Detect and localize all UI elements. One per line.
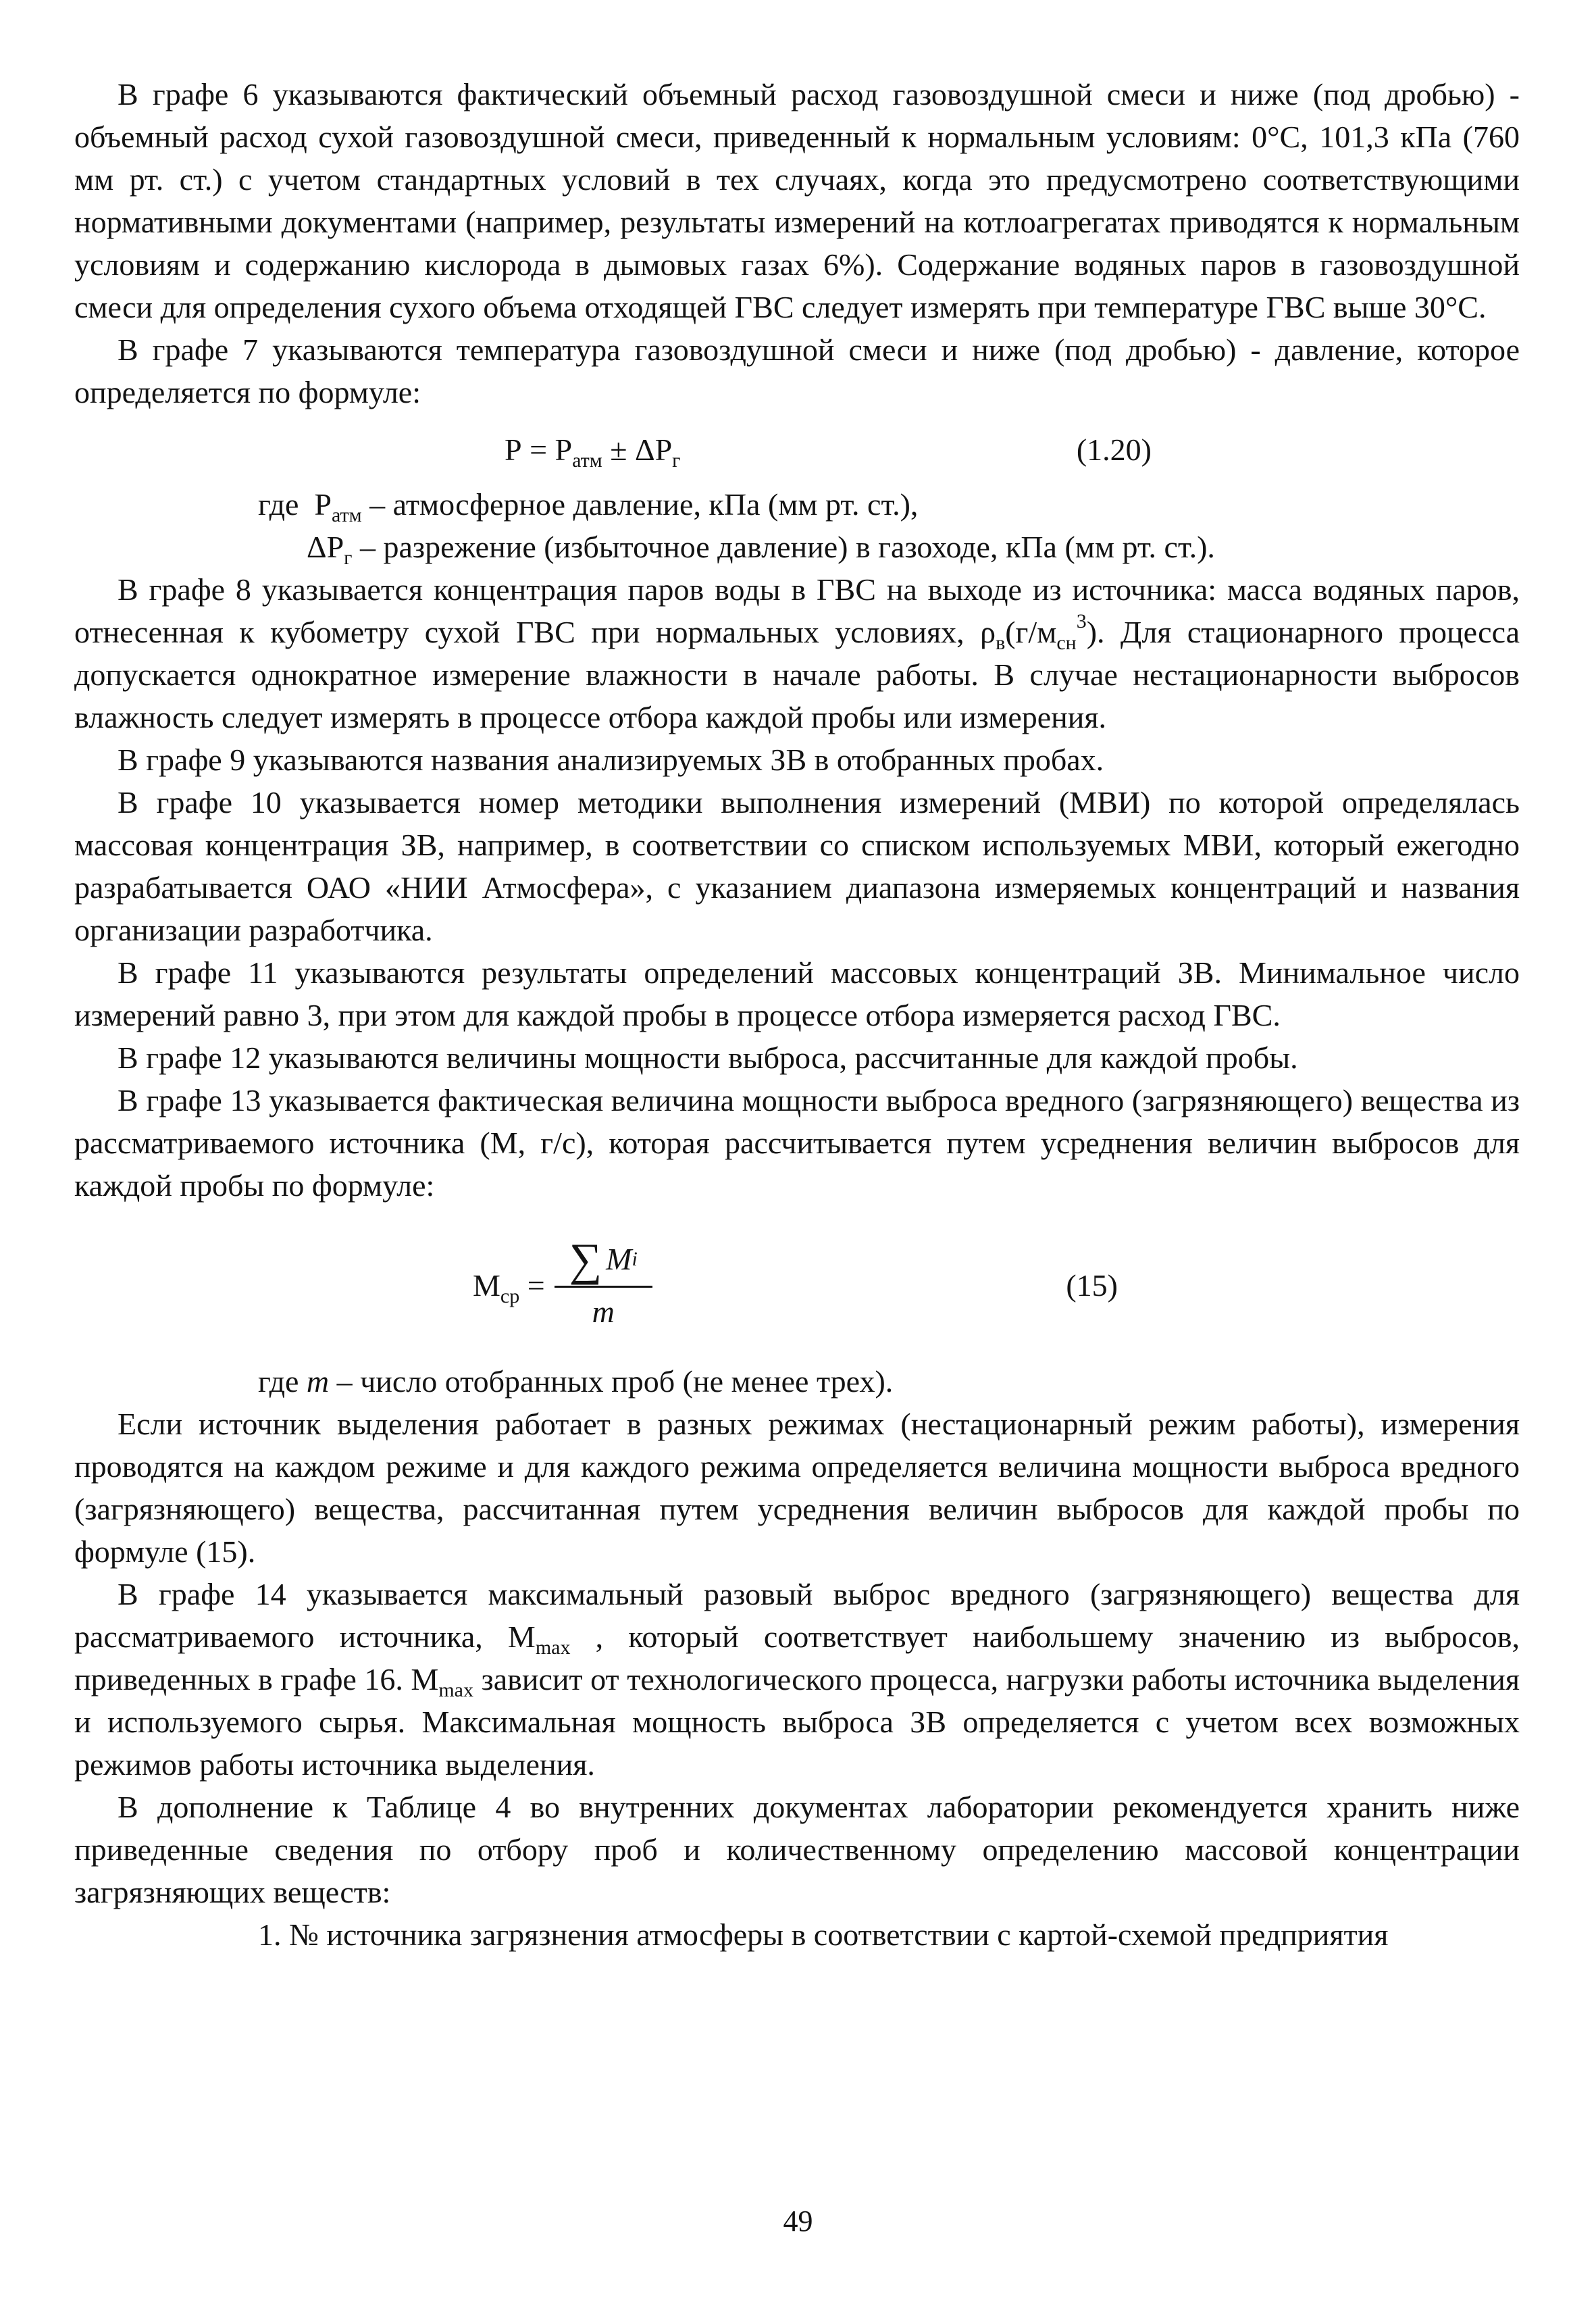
graf14-text-3: зависит от технологического процесса, нагрузки работы источника выделения и используемого сырья. Максимальная мощность выброса ЗВ определяется с учетом всех возможных режимов работы источника выделения. <box>74 1662 1520 1782</box>
formula-2-equals: = <box>519 1268 545 1303</box>
paragraph-addition: В дополнение к Таблице 4 во внутренних документах лаборатории рекомендуется хранить ниже приведенные сведения по отбору проб и количественному определению массовой концентрации загрязняющих веществ: <box>74 1790 1520 1909</box>
graf8-sub-sn: сн <box>1056 632 1077 654</box>
formula-2-den-m: m <box>592 1294 615 1329</box>
formula-2-denominator <box>592 1288 615 1333</box>
equation-number-1-20: (1.20) <box>1076 432 1152 467</box>
paragraph-graf9: В графе 9 указываются названия анализируемых ЗВ в отобранных пробах. <box>118 743 1104 777</box>
formula-pressure <box>505 428 680 471</box>
where-dp-pre: ΔР <box>307 530 344 564</box>
list-item-1: 1. № источника загрязнения атмосферы в соответствии с картой-схемой предприятия <box>258 1917 1389 1952</box>
paragraph-graf6: В графе 6 указываются фактический объемный расход газовоздушной смеси и ниже (под дробью) - объемный расход сухой газовоздушной смеси, приведенный к нормальным условиям: 0°С, 101,3 кПа (760 мм рт. ст.) с учетом стандартных условий в тех случаях, когда это предусмотрено соответствующими нормативными документами (например, результаты измерений на котлоагрегатах приводятся к нормальным условиям и содержанию кислорода в дымовых газах 6%). Содержание водяных паров в газовоздушной смеси для определения сухого объема отходящей ГВС следует измерять при температуре ГВС выше 30°С. <box>74 77 1520 324</box>
page-number: 49 <box>783 2205 813 2238</box>
where-dp-post: – разрежение (избыточное давление) в газоходе, кПа (мм рт. ст.). <box>352 530 1215 564</box>
where-p-atm-sub: атм <box>331 504 362 526</box>
where-p-atm-post: – атмосферное давление, кПа (мм рт. ст.), <box>361 487 919 522</box>
formula-2-fraction <box>555 1233 652 1333</box>
paragraph-graf13: В графе 13 указывается фактическая величина мощности выброса вредного (загрязняющего) вещества из рассматриваемого источника (М, г/с), которая рассчитывается путем усреднения величин выбросов для каждой пробы по формуле: <box>74 1083 1520 1203</box>
graf14-text-2: , который соответствует наибольшему значению из выбросов, приведенных в графе 16. М <box>74 1619 1520 1696</box>
formula-2-num-sub-i: i <box>632 1247 638 1270</box>
formula-1-lhs: Р = Р <box>505 432 573 467</box>
where-clause-dp <box>74 526 1520 568</box>
sum-symbol: ∑ <box>569 1233 602 1285</box>
graf8-text-3: ). Для стационарного процесса допускается однократное измерение влажности в начале работы. В случае нестационарности выбросов влажность следует измерять в процессе отбора каждой пробы или измерения. <box>74 615 1520 734</box>
graf8-sup-3: 3 <box>1076 610 1087 632</box>
paragraph-graf8 <box>74 568 1520 738</box>
formula-2-numerator <box>555 1233 652 1288</box>
paragraph-graf10: В графе 10 указывается номер методики выполнения измерений (МВИ) по которой определялась массовая концентрация ЗВ, например, в соответствии со списком используемых МВИ, который ежегодно разрабатывается ОАО «НИИ Атмосфера», с указанием диапазона измеряемых концентраций и названия организации разработчика. <box>74 785 1520 947</box>
formula-1-mid: ± ΔР <box>602 432 673 467</box>
where-p-atm-pre: где Р <box>258 487 332 522</box>
paragraph-graf7: В графе 7 указываются температура газовоздушной смеси и ниже (под дробью) - давление, которое определяется по формуле: <box>74 332 1520 409</box>
formula-2-row <box>74 1233 1520 1333</box>
where-m-pre: где <box>258 1364 307 1399</box>
where-dp-sub: г <box>344 547 353 569</box>
graf14-sub-max-1: max <box>535 1636 571 1659</box>
graf8-sub-v: в <box>996 632 1006 654</box>
where-clause-p-atm <box>74 483 1520 526</box>
formula-2-sub-sr: ср <box>500 1285 520 1307</box>
graf8-text-1: В графе 8 указывается концентрация паров воды в ГВС на выходе из источника: масса водяных паров, отнесенная к кубометру сухой ГВС при нормальных условиях, ρ <box>74 572 1520 649</box>
paragraph-graf12: В графе 12 указываются величины мощности выброса, рассчитанные для каждой пробы. <box>118 1040 1298 1075</box>
where-clause-m <box>74 1360 1520 1403</box>
formula-1-sub-atm: атм <box>572 449 602 472</box>
where-m-post: – число отобранных проб (не менее трех). <box>329 1364 894 1399</box>
where-m-var: m <box>306 1364 330 1399</box>
formula-2-m: М <box>473 1268 500 1303</box>
equation-number-15: (15) <box>1066 1268 1118 1303</box>
paragraph-graf14 <box>74 1573 1520 1786</box>
graf14-sub-max-2: max <box>438 1679 473 1701</box>
formula-1-sub-g: г <box>672 449 681 472</box>
paragraph-regimes: Если источник выделения работает в разных режимах (нестационарный режим работы), измерения проводятся на каждом режиме и для каждого режима определяется величина мощности выброса вредного (загрязняющего) вещества, рассчитанная путем усреднения величин выбросов для каждой пробы по формуле (15). <box>74 1407 1520 1569</box>
graf8-text-2: (г/м <box>1005 615 1057 649</box>
graf14-text-1: В графе 14 указывается максимальный разовый выброс вредного (загрязняющего) вещества для рассматриваемого источника, М <box>74 1577 1520 1654</box>
formula-1-row <box>74 428 1520 471</box>
paragraph-graf11: В графе 11 указываются результаты определений массовых концентраций ЗВ. Минимальное число измерений равно 3, при этом для каждой пробы в процессе отбора измеряется расход ГВС. <box>74 955 1520 1032</box>
formula-2-num-m: М <box>606 1242 632 1276</box>
formula-average-emission-lhs <box>473 1264 545 1307</box>
